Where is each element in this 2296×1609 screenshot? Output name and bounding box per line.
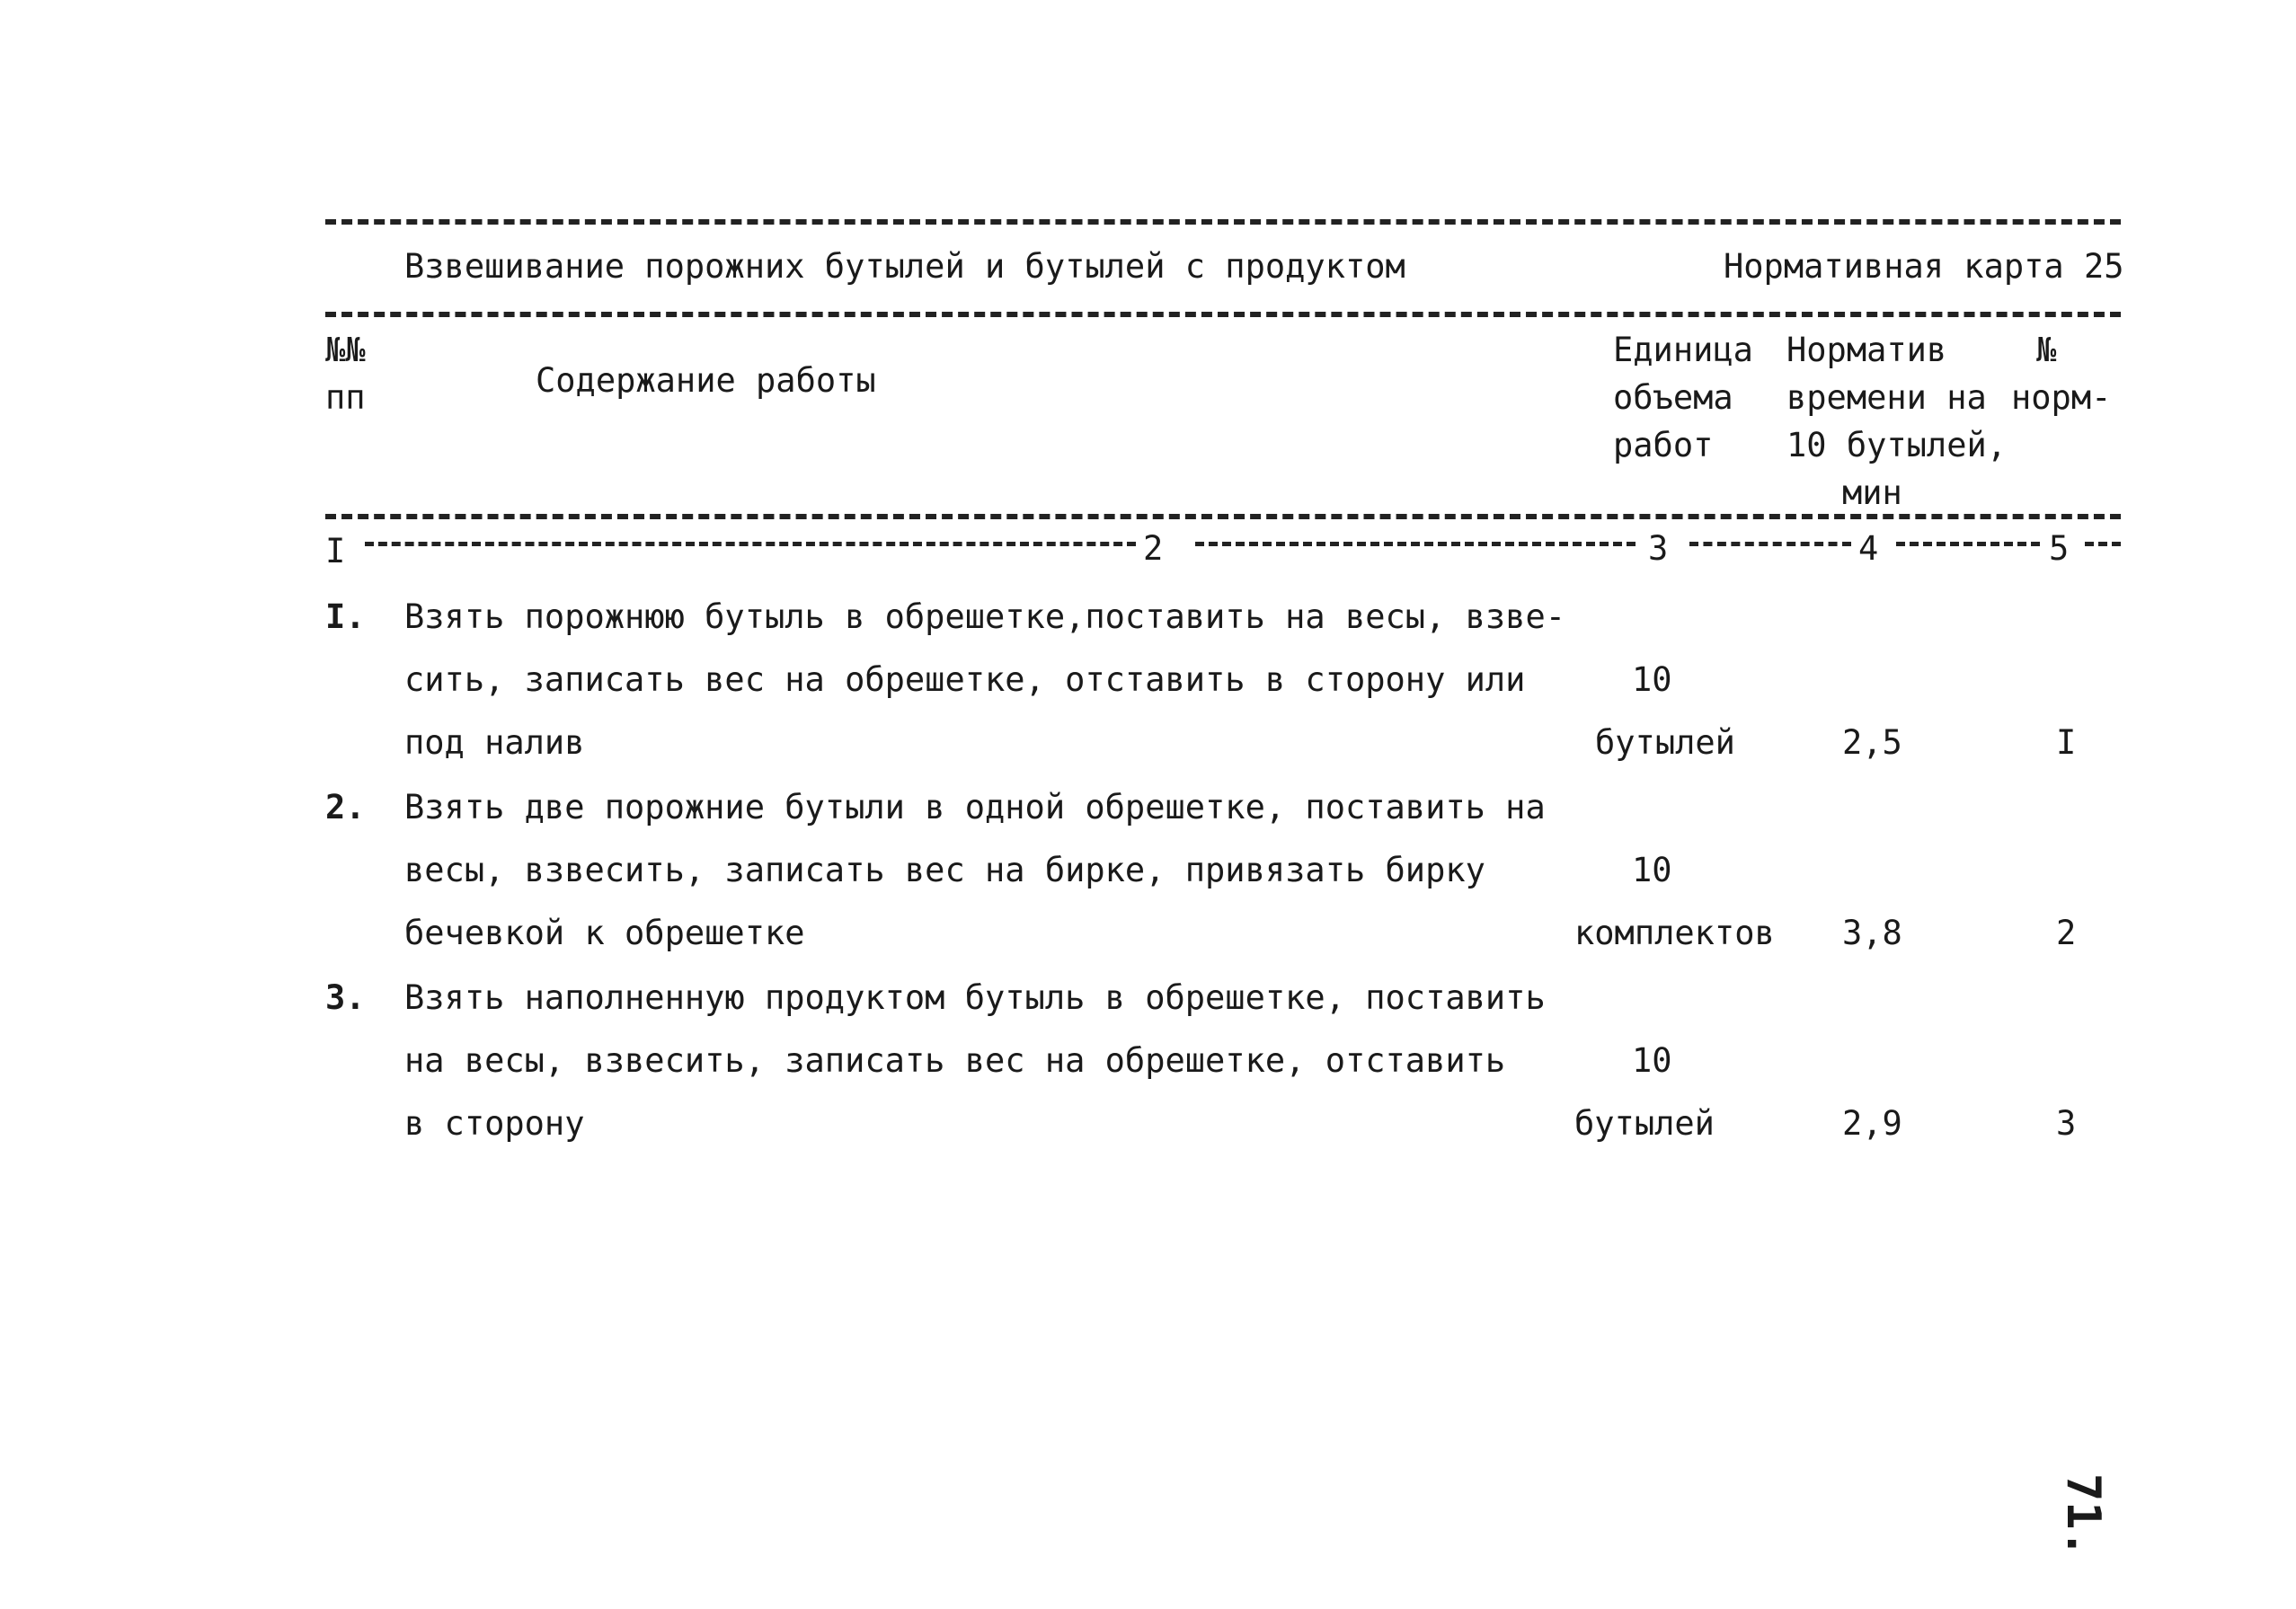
row-unit-name: комплектов — [1574, 914, 1775, 952]
column-number-dashes-2 — [1195, 542, 1636, 546]
row-number: I. — [325, 597, 366, 636]
column-number-dashes-1 — [365, 542, 1136, 546]
row-text-line-1: Взять порожнюю бутыль в обрешетке,поставить на весы, взве- — [404, 597, 1566, 636]
row-number: 2. — [325, 788, 366, 827]
row-text-line-3: бечевкой к обрешетке — [404, 914, 805, 952]
column-number-5: 5 — [2049, 529, 2070, 568]
row-text-line-2: на весы, взвесить, записать вес на обрешетке, отставить — [404, 1041, 1506, 1080]
row-text-line-1: Взять наполненную продуктом бутыль в обрешетке, поставить — [404, 978, 1546, 1017]
header-norm-number-line-1: № — [2036, 331, 2057, 369]
row-unit-name: бутылей — [1595, 723, 1735, 762]
header-top-dashed-rule — [325, 312, 2121, 317]
column-number-dashes-3 — [1689, 542, 1851, 546]
row-unit-name: бутылей — [1574, 1104, 1715, 1143]
header-norm-number — [2011, 326, 2111, 421]
row-time-value: 2,9 — [1842, 1104, 1902, 1143]
column-number-3: 3 — [1648, 529, 1669, 568]
card-number: Нормативная карта 25 — [1724, 247, 2124, 286]
header-time-norm-line-1: Норматив — [1786, 331, 1947, 369]
operation-title: Взвешивание порожних бутылей и бутылей с продуктом — [404, 247, 1405, 286]
header-work-content-label: Содержание работы — [536, 361, 876, 400]
page-number: 71. — [2056, 1473, 2110, 1558]
row-text-line-2: сить, записать вес на обрешетке, отставить в сторону или — [404, 660, 1526, 699]
row-norm-number: I — [2056, 723, 2077, 762]
column-number-dashes-4 — [1896, 542, 2040, 546]
header-time-norm-line-2: времени на — [1786, 378, 1987, 417]
row-unit-quantity: 10 — [1632, 1041, 1672, 1080]
top-dashed-rule — [325, 219, 2121, 225]
header-unit-line-2: объема — [1613, 378, 1733, 417]
row-text-line-2: весы, взвесить, записать вес на бирке, привязать бирку — [404, 851, 1485, 889]
row-time-value: 3,8 — [1842, 914, 1902, 952]
row-norm-number: 2 — [2056, 914, 2077, 952]
header-row-number-line-1: №№ — [325, 331, 366, 369]
header-row-number — [325, 326, 366, 421]
column-number-1: I — [325, 532, 346, 570]
header-row-number-line-2: пп — [325, 378, 366, 417]
row-number: 3. — [325, 978, 366, 1017]
row-norm-number: 3 — [2056, 1104, 2077, 1143]
header-unit-line-3: работ — [1613, 426, 1714, 464]
row-unit-quantity: 10 — [1632, 660, 1672, 699]
row-unit-quantity: 10 — [1632, 851, 1672, 889]
header-time-norm-line-4: мин — [1842, 473, 1902, 512]
row-text-line-1: Взять две порожние бутыли в одной обрешетке, поставить на — [404, 788, 1546, 827]
row-text-line-3: под налив — [404, 723, 585, 762]
header-norm-number-line-2: норм- — [2011, 378, 2112, 417]
row-text-line-3: в сторону — [404, 1104, 585, 1143]
row-time-value: 2,5 — [1842, 723, 1902, 762]
column-number-dashes-5 — [2085, 542, 2121, 546]
column-number-2: 2 — [1143, 529, 1164, 568]
header-work-content — [536, 357, 876, 404]
header-time-norm-line-3: 10 бутылей, — [1786, 426, 2008, 464]
header-unit — [1613, 326, 1753, 469]
header-bottom-dashed-rule — [325, 514, 2121, 519]
column-number-4: 4 — [1858, 529, 1879, 568]
header-unit-line-1: Единица — [1613, 331, 1753, 369]
header-time-norm — [1786, 326, 2007, 517]
